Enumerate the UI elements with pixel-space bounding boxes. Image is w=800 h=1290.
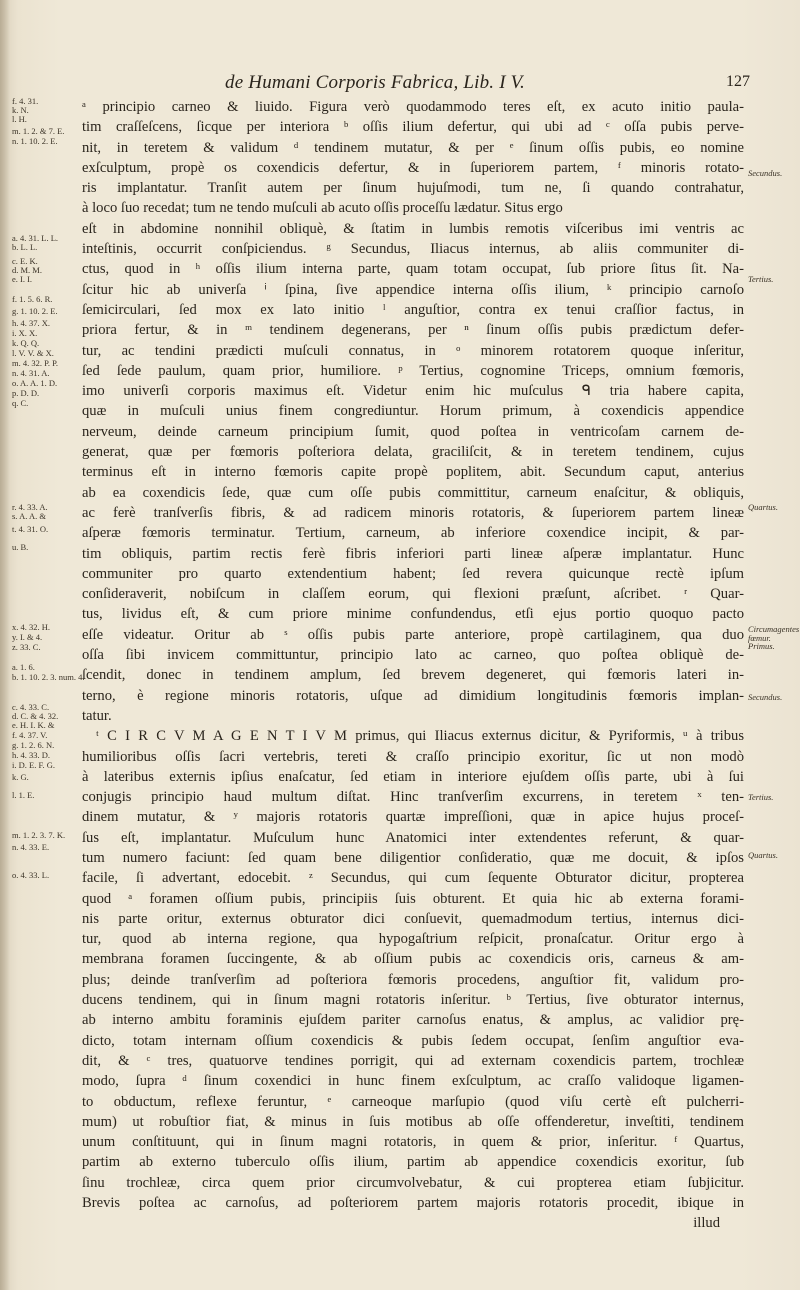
margin-reference: f. 1. 5. 6. R. [12, 294, 53, 304]
text-line: ſinu trochleæ, circa quem prior circumvolvebatur, & cui propterea etiam ſubjicitur. [82, 1174, 744, 1191]
text-line: aſperæ fœmoris terminatur. Tertium, carneum, ab inferiore coxendice incipit, & par- [82, 525, 744, 542]
text-line: priora fertur, & in ᵐ tendinem degenerans, per ⁿ ſinum oſſis pubis prædictum defer- [82, 322, 744, 339]
text-line: ᵃ principio carneo & liuido. Figura verò quodammodo teres eſt, ex acuto initio paula- [82, 99, 744, 115]
margin-reference: q. C. [12, 398, 29, 408]
margin-reference: m. 1. 2. & 7. E. [12, 126, 65, 136]
text-line: tus, lividus eſt, & cum priore minime confundendus, etſi ejus portio quoquo pacto [82, 606, 744, 623]
text-line: illud [693, 1215, 720, 1232]
margin-reference: r. 4. 33. A. [12, 502, 48, 512]
margin-reference: f. 4. 31. [12, 96, 39, 106]
text-line: ſus eſt, implantatur. Muſculum hunc Anatomici inter extendentes referunt, & quar- [82, 829, 744, 846]
text-line: tatur. [82, 707, 112, 724]
text-line: inteſtinis, occurrit conſpiciendus. ᵍ Secundus, Iliacus internus, ab aliis communiter di- [82, 241, 744, 258]
margin-reference: s. A. A. & [12, 511, 47, 521]
text-line: partim ab externo tuberculo oſſis ilium, partim ab appendice coxendicis exoritur, ſub [82, 1154, 744, 1171]
margin-note: Circumagentes fœmur. [748, 624, 800, 643]
margin-reference: n. 4. 33. E. [12, 842, 50, 852]
margin-reference: l. H. [12, 114, 27, 124]
margin-reference: g. 1. 10. 2. E. [12, 306, 58, 316]
margin-reference: b. L. L. [12, 242, 38, 252]
text-line: conjugis principio haud multum diſtat. Hinc tranſverſim excurrens, in teretem ˣ ten- [82, 789, 744, 806]
gutter-shadow [0, 0, 10, 1290]
margin-note: Secundus. [748, 692, 783, 702]
text-line: communiter pro quarto extendentium habent; ſed revera quicunque rectè ipſum [82, 565, 744, 582]
margin-reference: o. A. A. 1. D. [12, 378, 58, 388]
text-line: ctus, quod in ʰ oſſis ilium interna parte, quam totam occupat, ſub priore ſitus ſit. Na- [82, 261, 744, 278]
text-line: exſculptum, propè os coxendicis defertur, & in ſuperiorem partem, ᶠ minoris rotato- [82, 159, 744, 176]
margin-reference: d. M. M. [12, 265, 42, 275]
margin-reference: k. N. [12, 105, 29, 115]
text-line: ab ea coxendicis ſede, quæ cum oſſe pubis committitur, carneum enaſcitur, & obliquis, [82, 484, 744, 501]
margin-reference: h. 4. 37. X. [12, 318, 51, 328]
margin-reference: b. 1. 10. 2. 3. num. 4. [12, 672, 85, 682]
margin-reference: g. 1. 2. 6. N. [12, 740, 55, 750]
margin-reference: u. B. [12, 542, 29, 552]
text-line: terno, è regione minoris rotatoris, uſque ad dimidium longitudinis fœmoris implan- [82, 687, 744, 704]
margin-note: Secundus. [748, 168, 783, 178]
text-line: nis parte oritur, externus obturator dici conſuevit, quemadmodum tertius, internus dici- [82, 910, 744, 927]
margin-note: Quartus. [748, 502, 778, 512]
text-line: eſt in abdomine nonnihil obliquè, & ſtatim in lumbis remotis viſceribus imi ventris ac [82, 220, 744, 237]
running-head [150, 72, 750, 94]
text-line: ab interno ambitu foraminis ejuſdem pariter carnoſus enatus, & amplus, ac validior prę- [82, 1012, 744, 1029]
margin-reference: m. 4. 32. P. P. [12, 358, 59, 368]
margin-reference: z. 33. C. [12, 642, 41, 652]
margin-reference: n. 1. 10. 2. E. [12, 136, 58, 146]
text-line: tur, ac tendini prædicti muſculi connatus, in ᵒ minorem rotatorem quoque inſeritur, [82, 342, 744, 359]
margin-note: Tertius. [748, 274, 774, 284]
text-line: quod ᵃ foramen oſſium pubis, principiis ſuis obturent. Et quia hic ab externa forami- [82, 890, 744, 907]
text-line: tum numero faciunt: ſed quam bene diligentior conſideratio, quæ me docuit, & ipſos [82, 849, 744, 866]
text-line: imo univerſi corporis maximus eſt. Videtur enim hic muſculus ᑫ tria habere capita, [82, 383, 744, 400]
text-line: ſed ſede paulum, quam prior, humiliore. ᵖ Tertius, cognomine Triceps, omnium fœmoris, [82, 362, 744, 379]
text-line: mum) ut robuſtior fiat, & minus in ſuis motibus ab oſſe offenderetur, inveſtiti, tendinem [82, 1113, 744, 1130]
margin-reference: a. 1. 6. [12, 662, 35, 672]
running-title: de Humani Corporis Fabrica, Lib. I V. [225, 72, 525, 93]
text-line: nerveum, deinde carneum principium ſumit, quod poſtea in ventricoſam carnem de- [82, 423, 744, 440]
text-line: conſideraverit, nobiſcum in claſſem eorum, qui flexioni præſunt, aſcribet. ʳ Quar- [82, 586, 744, 603]
text-line: dit, & ᶜ tres, quatuorve tendines porrigit, qui ad externam coxendicis partem, trochleæ [82, 1052, 744, 1069]
text-line: ris implantatur. Tranſit autem per ſinum hujuſmodi, tum ne, ſi quando contrahatur, [82, 180, 744, 197]
margin-note: Tertius. [748, 792, 774, 802]
margin-note: Quartus. [748, 850, 778, 860]
margin-reference: i. D. E. F. G. [12, 760, 56, 770]
margin-reference: c. 4. 33. C. [12, 702, 50, 712]
margin-reference: y. I. & 4. [12, 632, 43, 642]
text-line: ac ferè tranſverſis fibris, & ad radicem minoris rotatoris, & ſuperiorem partem lineæ [82, 504, 744, 521]
text-line: unum conſtituunt, qui in ſinum magni rotatoris, in quem & prior, inſeritur. ᶠ Quartus, [82, 1134, 744, 1151]
text-line: tim craſſeſcens, ſicque per interiora ᵇ oſſis ilium defertur, qui ubi ad ᶜ oſſa pubis perve- [82, 119, 744, 136]
margin-reference: c. E. K. [12, 256, 38, 266]
text-line: ſemicirculari, ſed mox ex lato initio ˡ anguſtior, contra ex tenui craſſior factus, in [82, 301, 744, 318]
text-line: membrana foramen ſuccingente, & ab oſſium pubis ac coxendicis oris, carneus & am- [82, 951, 744, 968]
text-line: dinem mutatur, & ʸ majoris rotatoris quartæ impreſſioni, quæ in apice hujus proceſ- [82, 809, 744, 826]
margin-reference: x. 4. 32. H. [12, 622, 51, 632]
margin-reference: e. I. I. [12, 274, 33, 284]
body-text [82, 97, 744, 1234]
text-line: à loco ſuo recedat; tum ne tendo muſculi ab acuto oſſis proceſſu lædatur. Situs ergo [82, 200, 563, 217]
margin-note: Primus. [748, 641, 775, 651]
text-line: Brevis poſtea ac carnoſus, ad poſteriorem partem majoris rotatoris procedit, ibique in [82, 1195, 744, 1212]
margin-reference: t. 4. 31. O. [12, 524, 49, 534]
text-line: ſcitur hic ab univerſa ⁱ ſpina, ſive appendice interna oſſis ilium, ᵏ principio carnoſo [82, 281, 744, 298]
margin-reference: o. 4. 33. L. [12, 870, 50, 880]
text-line: terminus eſt in interno fœmoris capite propè poplitem, abit. Secundum caput, anterius [82, 464, 744, 481]
margin-reference: k. Q. Q. [12, 338, 40, 348]
margin-reference: m. 1. 2. 3. 7. K. [12, 830, 66, 840]
text-line: to obductum, reflexe feruntur, ᵉ carneoque marſupio (quod viſu certè eſt pulcherri- [82, 1093, 744, 1110]
margin-reference: l. V. V. & X. [12, 348, 54, 358]
margin-reference: d. C. & 4. 32. [12, 711, 59, 721]
margin-reference: h. 4. 33. D. [12, 750, 51, 760]
text-line: ᵗ C I R C V M A G E N T I V M primus, qui Iliacus externus dicitur, & Pyriformis, ᵘ à tribus [96, 728, 744, 745]
margin-reference: p. D. D. [12, 388, 40, 398]
text-line: oſſa ſibi invicem committuntur, principio lato ac carneo, quo poſtea obliquè de- [82, 647, 744, 664]
margin-reference: l. 1. E. [12, 790, 35, 800]
margin-reference: f. 4. 37. V. [12, 730, 48, 740]
text-line: facile, ſi advertant, edocebit. ᶻ Secundus, qui cum ſequente Obturator dicitur, propterea [82, 870, 744, 887]
text-line: plus; deinde tranſverſim ad poſteriora fœmoris procedens, anguſtior fit, validum pro- [82, 971, 744, 988]
margin-reference: k. G. [12, 772, 29, 782]
margin-reference: i. X. X. [12, 328, 38, 338]
text-line: tur, quod ab interna regione, qua hypogaſtrium reſpicit, pronaſcatur. Oritur ergo à [82, 931, 744, 948]
page-number: 127 [726, 73, 750, 90]
text-line: modo, ſupra ᵈ ſinum coxendici in hunc finem exſculptum, ac craſſo validoque ligamen- [82, 1073, 744, 1090]
text-line: à lateribus externis ipſius enaſcatur, ſed etiam in interiore ejuſdem oſſis parte, ubi à ſui [82, 768, 744, 785]
text-line: generat, quæ per fœmoris poſteriora delata, graciliſcit, & in teretem tendinem, cujus [82, 444, 744, 461]
text-line: quæ in muſculi unius finem congrediuntur. Horum primum, à coxendicis appendice [82, 403, 744, 420]
text-line: ducens tendinem, qui in ſinum magni rotatoris inſeritur. ᵇ Tertius, ſive obturator internus, [82, 992, 744, 1009]
text-line: nit, in teretem & validum ᵈ tendinem mutatur, & per ᵉ ſinum oſſis pubis, eo nomine [82, 139, 744, 156]
margin-reference: n. 4. 31. A. [12, 368, 50, 378]
text-line: dicto, totam internam oſſium coxendicis & pubis ſedem occupat, ſenſim anguſtior eva- [82, 1032, 744, 1049]
text-line: tim obliquis, partim rectis ferè fibris inferiori parti lineæ aſperæ implantatur. Hunc [82, 545, 744, 562]
text-line: ſcendit, donec in tendinem amplum, ſed brevem degeneret, qui fœmoris lateri in- [82, 667, 744, 684]
text-line: eſſe videatur. Oritur ab ˢ oſſis pubis parte anteriore, propè cartilaginem, qua duo [82, 626, 744, 643]
text-line: humilioribus oſſis ſacri vertebris, tereti & craſſo principio exoritur, ſic ut non modò [82, 748, 744, 765]
margin-reference: a. 4. 31. L. L. [12, 233, 59, 243]
margin-reference: e. H. I. K. & [12, 720, 55, 730]
